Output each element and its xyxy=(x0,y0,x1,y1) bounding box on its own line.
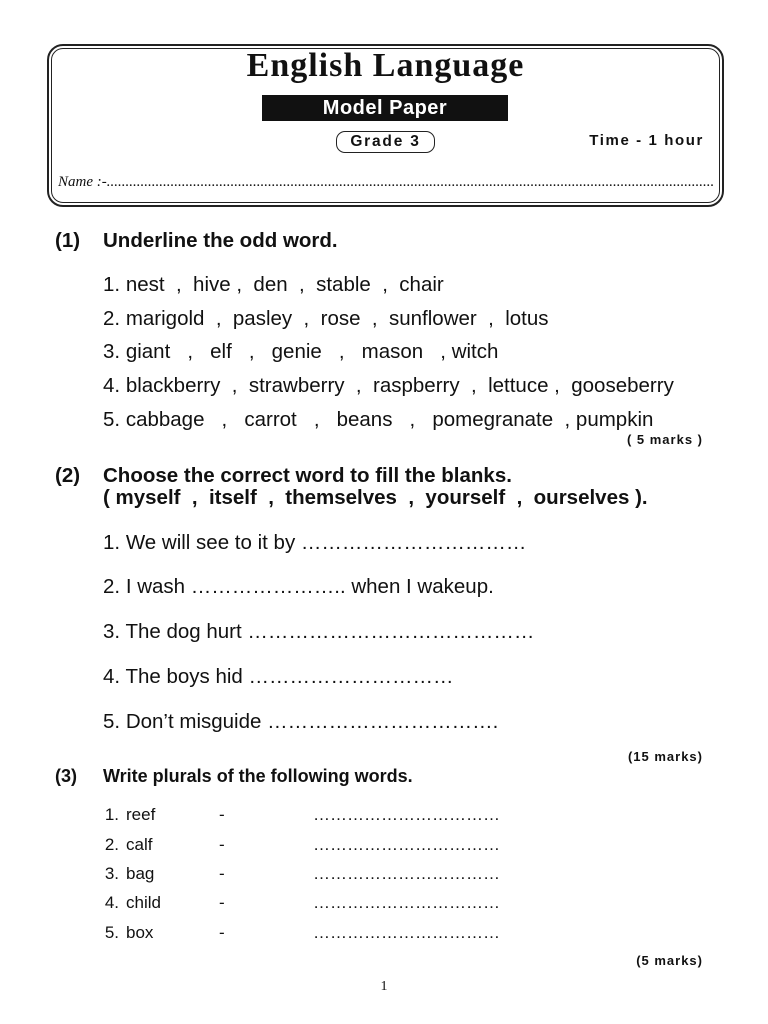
item-number: 3. xyxy=(103,620,121,643)
item-number: 4. xyxy=(103,374,121,397)
item-number: 4. xyxy=(103,665,121,688)
item-word: reef xyxy=(126,805,156,824)
item-number: 3. xyxy=(103,340,121,363)
item-sentence: The boys hid ………………………… xyxy=(125,665,454,688)
plural-item xyxy=(0,893,768,913)
item-word: calf xyxy=(126,835,153,854)
item-number: 3. xyxy=(104,864,119,883)
plural-item xyxy=(0,923,768,943)
name-blank: .................................................................................................................................................................. xyxy=(106,174,715,190)
item-number: 2. xyxy=(103,575,121,598)
item-words: marigold , pasley , rose , sunflower , lotus xyxy=(125,307,549,330)
item-number: 1. xyxy=(104,805,119,824)
section-1-marks: ( 5 marks ) xyxy=(626,432,703,447)
fill-blank-item xyxy=(103,665,454,689)
odd-word-item xyxy=(103,307,549,331)
grade-badge: Grade 3 xyxy=(336,131,435,153)
section-3-marks: (5 marks) xyxy=(636,953,703,968)
item-number: 4. xyxy=(104,893,119,912)
item-sentence: We will see to it by …………………………… xyxy=(125,531,527,554)
answer-blank: …………………………… xyxy=(313,923,500,942)
model-paper-banner: Model Paper xyxy=(262,95,508,121)
name-label: Name :- xyxy=(58,174,107,190)
item-words: cabbage , carrot , beans , pomegranate , pumpkin xyxy=(125,408,654,431)
item-sentence: The dog hurt …………………………………… xyxy=(125,620,535,643)
page-number: 1 xyxy=(380,979,388,994)
section-2-instruction: Choose the correct word to fill the blanks. xyxy=(103,464,512,487)
item-dash: - xyxy=(219,805,225,824)
item-words: blackberry , strawberry , raspberry , lettuce , gooseberry xyxy=(125,374,674,397)
odd-word-item xyxy=(103,273,444,297)
item-sentence: I wash ………………….. when I wakeup. xyxy=(125,575,494,598)
section-2-marks: (15 marks) xyxy=(627,749,703,764)
plural-item xyxy=(0,805,768,825)
section-3-number: (3) xyxy=(55,766,77,786)
plural-item xyxy=(0,835,768,855)
item-number: 2. xyxy=(103,307,121,330)
section-2-word-options: ( myself , itself , themselves , yourself , ourselves ). xyxy=(103,486,648,509)
item-words: giant , elf , genie , mason , witch xyxy=(125,340,499,363)
section-1-number: (1) xyxy=(55,229,81,252)
odd-word-item xyxy=(103,340,498,364)
answer-blank: …………………………… xyxy=(313,805,500,824)
fill-blank-item xyxy=(103,531,526,555)
fill-blank-item xyxy=(103,620,534,644)
item-word: box xyxy=(126,923,154,942)
item-number: 5. xyxy=(103,710,121,733)
odd-word-item xyxy=(103,408,653,432)
item-number: 1. xyxy=(103,531,121,554)
item-dash: - xyxy=(219,864,225,883)
answer-blank: …………………………… xyxy=(313,864,500,883)
answer-blank: …………………………… xyxy=(313,893,500,912)
fill-blank-item xyxy=(103,710,498,734)
section-1-instruction: Underline the odd word. xyxy=(103,229,338,252)
item-number: 5. xyxy=(104,923,119,942)
item-number: 2. xyxy=(104,835,119,854)
plural-item xyxy=(0,864,768,884)
section-2-number: (2) xyxy=(55,464,81,487)
item-word: bag xyxy=(126,864,155,883)
item-number: 1. xyxy=(103,273,121,296)
time-limit: Time - 1 hour xyxy=(589,132,704,149)
item-word: child xyxy=(126,893,161,912)
paper-title: English Language xyxy=(246,47,525,84)
section-3-instruction: Write plurals of the following words. xyxy=(103,766,413,786)
item-dash: - xyxy=(219,923,225,942)
answer-blank: …………………………… xyxy=(313,835,500,854)
fill-blank-item xyxy=(103,575,494,599)
item-number: 5. xyxy=(103,408,121,431)
item-dash: - xyxy=(219,835,225,854)
name-line xyxy=(58,173,718,191)
item-words: nest , hive , den , stable , chair xyxy=(125,273,444,296)
odd-word-item xyxy=(103,374,674,398)
item-dash: - xyxy=(219,893,225,912)
item-sentence: Don’t misguide ……………………………. xyxy=(125,710,499,733)
